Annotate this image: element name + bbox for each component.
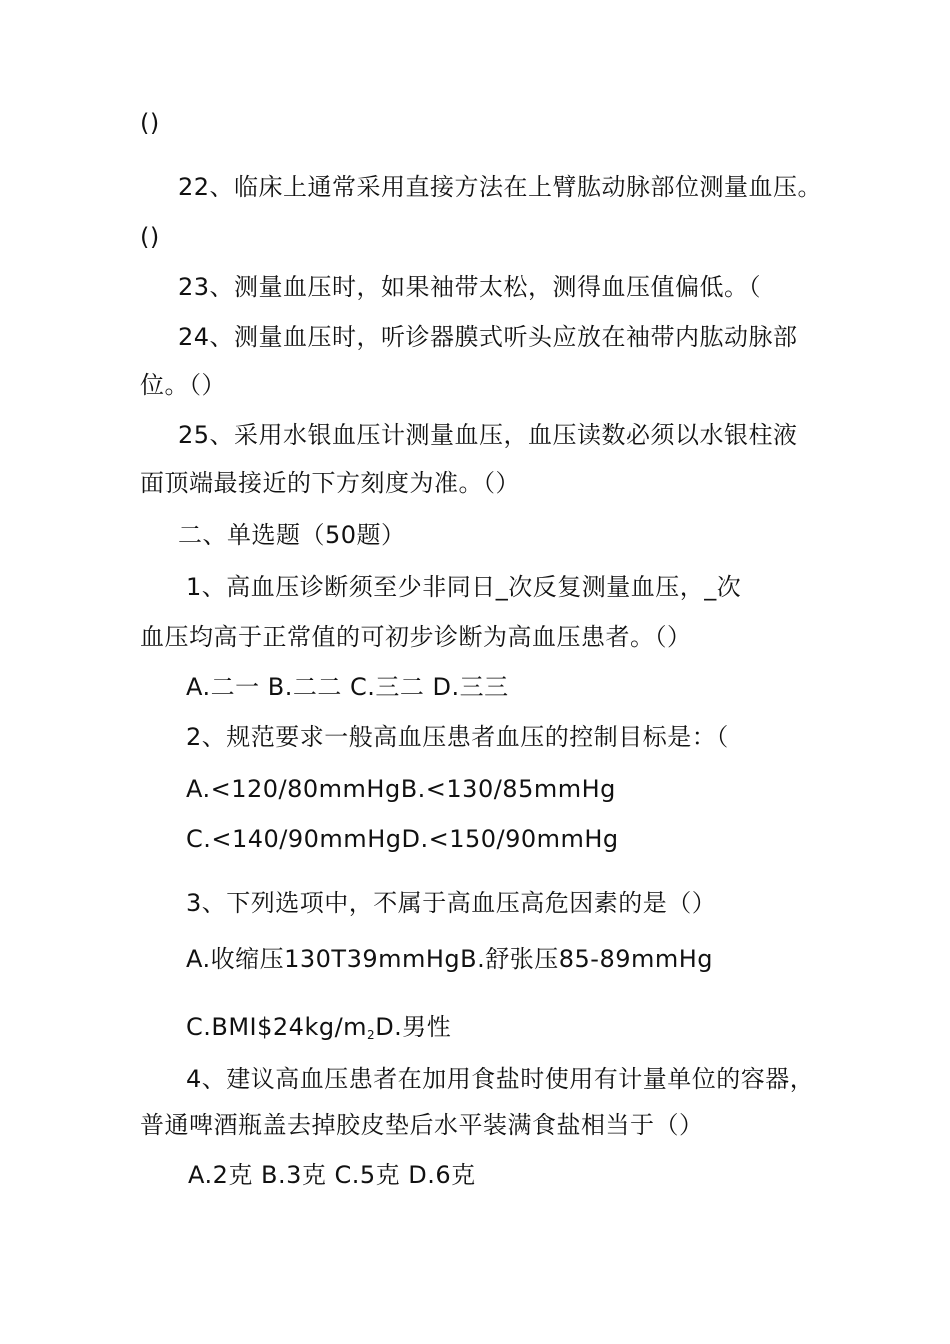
bmi-option-text: C.BMI$24kg/m xyxy=(186,1013,368,1041)
question-25: 25、采用水银血压计测量血压，血压读数必须以水银柱液 xyxy=(178,421,798,449)
question-25-continued: 面顶端最接近的下方刻度为准。（） xyxy=(140,469,520,497)
question-3-options-cd xyxy=(186,1012,451,1050)
section-heading: 二、单选题（50题） xyxy=(178,521,406,549)
question-24-continued: 位。（） xyxy=(140,371,226,399)
question-1-options: A.二一 B.二二 C.三二 D.三三 xyxy=(186,673,509,701)
question-3-options-ab: A.收缩压130T39mmHgB.舒张压85-89mmHg xyxy=(186,945,714,973)
answer-blank: () xyxy=(140,109,160,137)
question-23: 23、测量血压时，如果袖带太松，测得血压值偏低。（ xyxy=(178,273,762,301)
question-22: 22、临床上通常采用直接方法在上臂肱动脉部位测量血压。 xyxy=(178,173,823,201)
single-choice-question-4-continued: 普通啤酒瓶盖去掉胶皮垫后水平装满食盐相当于（） xyxy=(140,1111,704,1139)
single-choice-question-3: 3、下列选项中，不属于高血压高危因素的是（） xyxy=(186,889,717,917)
answer-blank: () xyxy=(140,223,160,251)
single-choice-question-1-continued: 血压均高于正常值的可初步诊断为高血压患者。（） xyxy=(140,623,692,651)
question-24: 24、测量血压时，听诊器膜式听头应放在袖带内肱动脉部 xyxy=(178,323,798,351)
single-choice-question-2: 2、规范要求一般高血压患者血压的控制目标是：（ xyxy=(186,723,729,751)
male-option-text: D.男性 xyxy=(375,1013,452,1041)
single-choice-question-4: 4、建议高血压患者在加用食盐时使用有计量单位的容器， xyxy=(186,1065,815,1093)
single-choice-question-1: 1、高血压诊断须至少非同日_次反复测量血压，_次 xyxy=(186,573,742,601)
question-2-options-ab: A.<120/80mmHgB.<130/85mmHg xyxy=(186,775,616,803)
squared-subscript: 2 xyxy=(367,1028,376,1042)
question-2-options-cd: C.<140/90mmHgD.<150/90mmHg xyxy=(186,825,619,853)
question-4-options: A.2克 B.3克 C.5克 D.6克 xyxy=(188,1161,476,1189)
